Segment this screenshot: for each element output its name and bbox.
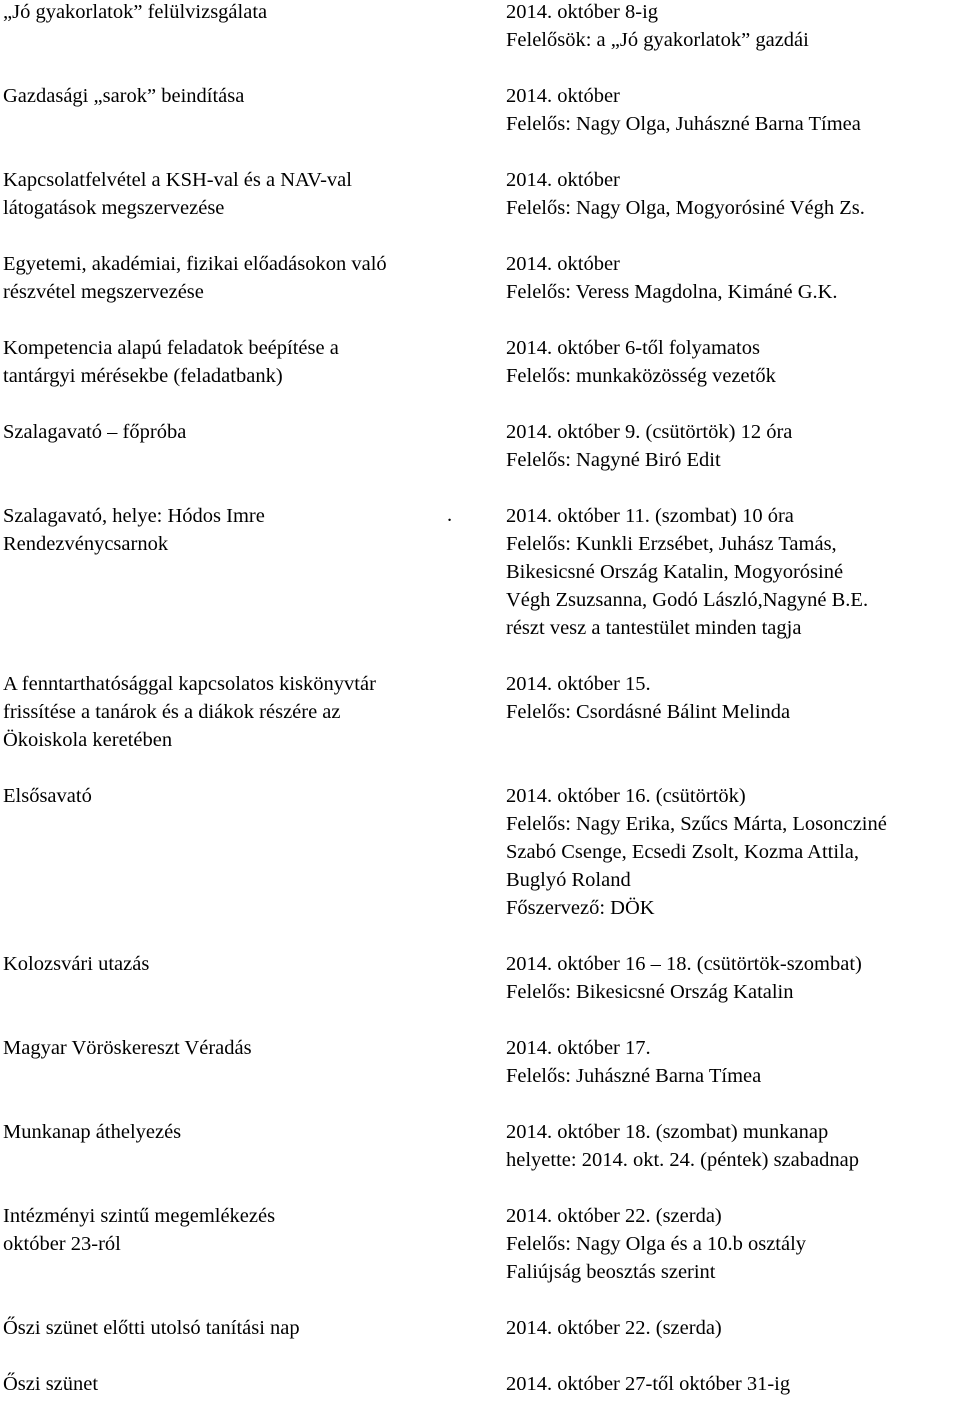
event-name-line: Gazdasági „sarok” beindítása — [3, 85, 245, 107]
event-name-line: részvétel megszervezése — [3, 281, 204, 303]
event-details — [506, 1316, 960, 1344]
event-name — [3, 420, 498, 448]
event-name — [3, 1036, 498, 1064]
event-name-line: Egyetemi, akadémiai, fizikai előadásokon való — [3, 253, 387, 275]
event-detail-line: 2014. október 16. (csütörtök) — [506, 785, 746, 807]
event-detail-line: Felelős: Kunkli Erzsébet, Juhász Tamás, — [506, 533, 837, 555]
event-details — [506, 784, 960, 924]
event-name-line: Kapcsolatfelvétel a KSH-val és a NAV-val — [3, 169, 352, 191]
event-detail-line: Felelős: Nagyné Biró Edit — [506, 449, 721, 471]
event-name-line: Elsősavató — [3, 785, 92, 807]
event-name — [3, 1316, 498, 1344]
event-detail-line: 2014. október 6-től folyamatos — [506, 337, 760, 359]
event-detail-line: Felelős: Juhászné Barna Tímea — [506, 1065, 762, 1087]
event-name — [3, 952, 498, 980]
event-details — [506, 84, 960, 140]
event-name — [3, 168, 498, 224]
event-detail-line: Faliújság beosztás szerint — [506, 1261, 716, 1283]
event-detail-line: Felelős: Nagy Olga és a 10.b osztály — [506, 1233, 807, 1255]
event-name-line: Ökoiskola keretében — [3, 729, 173, 751]
event-detail-line: 2014. október — [506, 253, 620, 275]
event-detail-line: 2014. október 22. (szerda) — [506, 1205, 722, 1227]
event-details — [506, 0, 960, 56]
event-name-line: Őszi szünet — [3, 1373, 99, 1395]
event-name-line: Munkanap áthelyezés — [3, 1121, 182, 1143]
event-name — [3, 672, 498, 756]
stray-period: . — [447, 504, 453, 526]
event-details — [506, 420, 960, 476]
event-detail-line: Buglyó Roland — [506, 869, 631, 891]
event-detail-line: Felelős: munkaközösség vezetők — [506, 365, 776, 387]
event-details — [506, 1036, 960, 1092]
event-detail-line: Felelős: Nagy Erika, Szűcs Márta, Losoncziné — [506, 813, 887, 835]
event-name — [3, 252, 498, 308]
event-details — [506, 952, 960, 1008]
event-detail-line: Főszervező: DÖK — [506, 897, 655, 919]
event-name-line: Kolozsvári utazás — [3, 953, 150, 975]
event-detail-line: 2014. október 8-ig — [506, 1, 659, 23]
event-detail-line: Felelős: Bikesicsné Ország Katalin — [506, 981, 794, 1003]
event-detail-line: Végh Zsuzsanna, Godó László,Nagyné B.E. — [506, 589, 869, 611]
event-details — [506, 252, 960, 308]
event-detail-line: Felelős: Csordásné Bálint Melinda — [506, 701, 791, 723]
event-detail-line: 2014. október 9. (csütörtök) 12 óra — [506, 421, 793, 443]
event-detail-line: Felelős: Veress Magdolna, Kimáné G.K. — [506, 281, 838, 303]
event-name-line: látogatások megszervezése — [3, 197, 225, 219]
event-detail-line: Felelős: Nagy Olga, Juhászné Barna Tímea — [506, 113, 861, 135]
event-detail-line: 2014. október 15. — [506, 673, 651, 695]
event-name-line: frissítése a tanárok és a diákok részére az — [3, 701, 341, 723]
event-detail-line: 2014. október 11. (szombat) 10 óra — [506, 505, 794, 527]
event-details — [506, 1120, 960, 1176]
event-name-line: Magyar Vöröskereszt Véradás — [3, 1037, 252, 1059]
event-details — [506, 168, 960, 224]
event-detail-line: 2014. október 18. (szombat) munkanap — [506, 1121, 829, 1143]
event-detail-line: 2014. október 22. (szerda) — [506, 1317, 722, 1339]
event-detail-line: 2014. október 17. — [506, 1037, 651, 1059]
event-detail-line: Felelősök: a „Jó gyakorlatok” gazdái — [506, 29, 809, 51]
event-name-line: Őszi szünet előtti utolsó tanítási nap — [3, 1317, 300, 1339]
event-name — [3, 504, 498, 560]
event-detail-line: 2014. október — [506, 169, 620, 191]
event-name-line: Rendezvénycsarnok — [3, 533, 169, 555]
event-details — [506, 504, 960, 644]
event-name-line: tantárgyi mérésekbe (feladatbank) — [3, 365, 283, 387]
event-name — [3, 784, 498, 812]
event-name-line: Szalagavató – főpróba — [3, 421, 187, 443]
event-name-line: „Jó gyakorlatok” felülvizsgálata — [3, 1, 268, 23]
event-name — [3, 1120, 498, 1148]
event-details — [506, 336, 960, 392]
event-detail-line: Bikesicsné Ország Katalin, Mogyorósiné — [506, 561, 844, 583]
event-detail-line: 2014. október — [506, 85, 620, 107]
event-details — [506, 1204, 960, 1288]
event-name — [3, 84, 498, 112]
event-name — [3, 336, 498, 392]
event-name-line: október 23-ról — [3, 1233, 121, 1255]
event-name — [3, 1204, 498, 1260]
event-name-line: Intézményi szintű megemlékezés — [3, 1205, 276, 1227]
event-details — [506, 1372, 960, 1400]
event-name-line: Kompetencia alapú feladatok beépítése a — [3, 337, 339, 359]
event-name — [3, 1372, 498, 1400]
event-detail-line: 2014. október 16 – 18. (csütörtök-szombat) — [506, 953, 862, 975]
event-detail-line: Szabó Csenge, Ecsedi Zsolt, Kozma Attila, — [506, 841, 859, 863]
event-detail-line: Felelős: Nagy Olga, Mogyorósiné Végh Zs. — [506, 197, 865, 219]
event-details — [506, 672, 960, 728]
event-detail-line: 2014. október 27-től október 31-ig — [506, 1373, 791, 1395]
event-name-line: Szalagavató, helye: Hódos Imre — [3, 505, 265, 527]
event-detail-line: helyette: 2014. okt. 24. (péntek) szabadnap — [506, 1149, 859, 1171]
event-name — [3, 0, 498, 28]
event-detail-line: részt vesz a tantestület minden tagja — [506, 617, 802, 639]
event-name-line: A fenntarthatósággal kapcsolatos kiskönyvtár — [3, 673, 376, 695]
